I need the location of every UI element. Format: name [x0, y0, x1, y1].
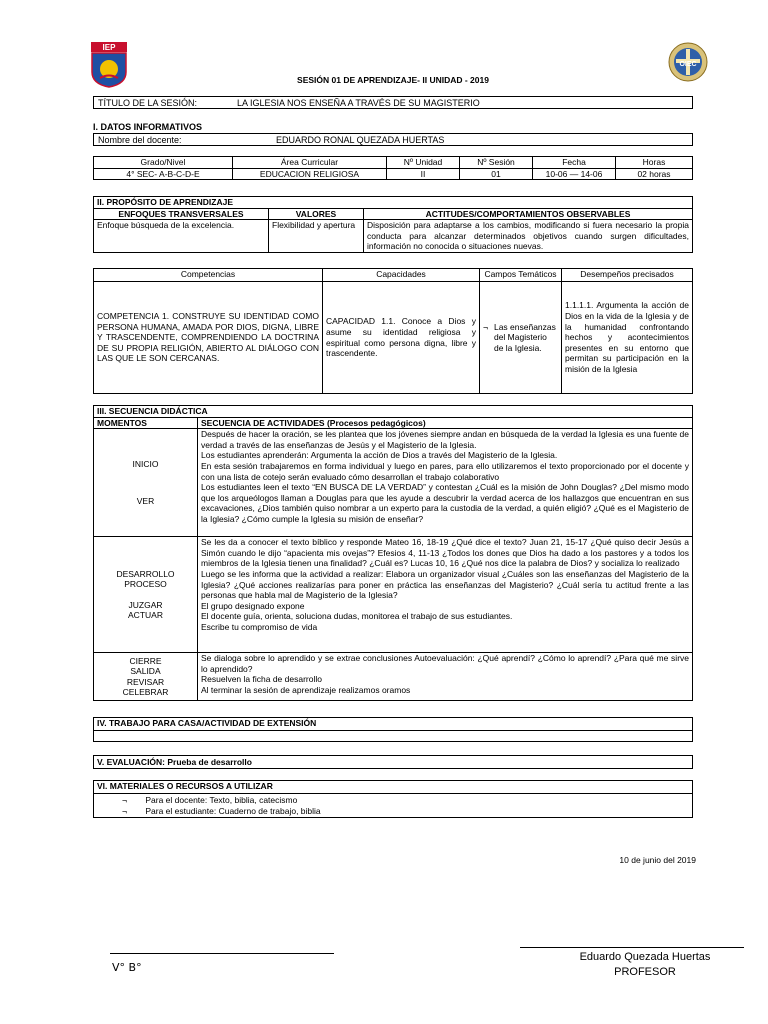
valores-cell: Flexibilidad y apertura: [269, 220, 364, 253]
val-area: EDUCACION RELIGIOSA: [233, 168, 387, 180]
desempeno-cell: 1.1.1.1. Argumenta la acción de Dios en la vida de la Iglesia y de la humanidad confrontando hechos y acontecimientos presentes en su entorno que permitan su participación en la misión de la Iglesia: [562, 282, 693, 394]
momento-label: PROCESO: [124, 579, 167, 590]
actividades-desarrollo: [198, 537, 693, 653]
material-text: Para el estudiante: Cuaderno de trabajo, biblia: [145, 806, 321, 816]
val-unidad: II: [387, 168, 460, 180]
actividades-inicio: [198, 429, 693, 537]
col-horas: Horas: [616, 157, 693, 169]
col-momentos: MOMENTOS: [94, 417, 198, 429]
momento-label: SALIDA: [130, 666, 161, 677]
vb-label: V° B°: [112, 961, 142, 974]
activity-line: Luego se les informa que la actividad a realizar: Elabora un organizador visual ¿Cuáles son las enseñanzas del Magisterio de la Iglesia? ¿Qué acciones realizarías para poner en práctica las enseñanzas del Magisterio? ¿Cuál sería tu actitud frente a las personas que habla mal de Magisterio de la Iglesia?: [201, 568, 689, 601]
signature-role: PROFESOR: [614, 966, 676, 978]
col-sesion: Nº Sesión: [460, 157, 533, 169]
col-competencias: Competencias: [94, 269, 323, 282]
oiec-logo-text: OIEC: [679, 61, 697, 68]
datos-table: [93, 156, 693, 180]
session-heading: SESIÓN 01 DE APRENDIZAJE- II UNIDAD - 2019: [297, 75, 489, 85]
activity-line: Los estudiantes leen el texto “EN BUSCA DE LA VERDAD” y contestan ¿Cuál es la misión de John Douglas? ¿Del mismo modo que los arqueólogos llaman a Douglas para que les ayude a descubrir la verdad acerca de los hallazgos que encuentran en sus excavaciones, ¿Dios también quiso nombrar a un experto para la custodia de la verdad, a quién eligió? ¿Qué es el Magisterio de la Iglesia? ¿Cómo cumple la Iglesia su misión de enseñar?: [201, 482, 689, 524]
momento-desarrollo: [94, 537, 198, 653]
col-campos: Campos Temáticos: [480, 269, 562, 282]
material-item: [122, 795, 297, 805]
materiales-box: [93, 780, 693, 818]
activity-line: El grupo designado expone: [201, 600, 305, 611]
col-actividades: SECUENCIA DE ACTIVIDADES (Procesos pedagógicos): [198, 417, 693, 429]
activity-line: Los estudiantes aprenderán: Argumenta la acción de Dios a través del Magisterio de la Iglesia.: [201, 450, 558, 461]
trabajo-box: [93, 717, 693, 742]
activity-line: Después de hacer la oración, se les plantea que los jóvenes siempre andan en búsqueda de la verdad la Iglesia es una fuente de verdad a través de las enseñanzas de Jesús y el Magisterio de la Iglesia.: [201, 429, 689, 450]
val-grado: 4° SEC- A-B-C-D-E: [94, 168, 233, 180]
activity-line: Al terminar la sesión de aprendizaje realizamos oramos: [201, 684, 411, 695]
col-desempenos: Desempeños precisados: [562, 269, 693, 282]
momento-inicio: [94, 429, 198, 537]
date-line: 10 de junio del 2019: [619, 855, 696, 865]
signature-line-left: [110, 953, 334, 954]
proposito-heading: II. PROPÓSITO DE APRENDIZAJE: [94, 197, 693, 209]
signature-line-right: [520, 947, 744, 948]
competencias-table: [93, 268, 693, 394]
material-item: [122, 806, 321, 816]
materiales-heading: VI. MATERIALES O RECURSOS A UTILIZAR: [94, 781, 692, 794]
evaluacion-heading: V. EVALUACIÓN: Prueba de desarrollo: [97, 757, 252, 767]
momento-label: DESARROLLO: [116, 568, 175, 579]
proposito-table: [93, 196, 693, 253]
signature-name: Eduardo Quezada Huertas: [579, 951, 711, 963]
val-sesion: 01: [460, 168, 533, 180]
col-fecha: Fecha: [533, 157, 616, 169]
col-enfoques: ENFOQUES TRANSVERSALES: [94, 208, 269, 220]
datos-heading: I. DATOS INFORMATIVOS: [93, 122, 203, 132]
session-title-box: [93, 96, 693, 109]
material-bullet: ¬: [122, 795, 127, 805]
momento-label: CELEBRAR: [122, 687, 169, 698]
momento-label: CIERRE: [129, 655, 162, 666]
col-valores: VALORES: [269, 208, 364, 220]
momento-label: ACTUAR: [128, 610, 163, 621]
capacidad-cell: CAPACIDAD 1.1. Conoce a Dios y asume su identidad religiosa y espiritual como persona digna, libre y trascendente.: [323, 282, 480, 394]
teacher-box: [93, 133, 693, 146]
campo-text: Las enseñanzas del Magisterio de la Iglesia.: [493, 321, 556, 353]
material-text: Para el docente: Texto, biblia, catecismo: [145, 795, 298, 805]
activity-line: En esta sesión trabajaremos en forma individual y luego en pares, para ello utilizaremos el texto proporcionado por el docente y con una lista de cotejo serán evaluado cómo desarrollan el trabajo colaborativo: [201, 460, 689, 482]
teacher-label: Nombre del docente:: [98, 135, 182, 145]
col-unidad: Nº Unidad: [387, 157, 460, 169]
momento-label: INICIO: [132, 459, 159, 470]
competencia-cell: COMPETENCIA 1. CONSTRUYE SU IDENTIDAD COMO PERSONA HUMANA, AMADA POR DIOS, DIGNA, LIBRE Y TRASCENDENTE, COMPRENDIENDO LA DOCTRINA DE SU PROPIA RELIGIÓN, ABIERTO AL DIÁLOGO CON LAS QUE LE SON CERCANAS.: [94, 282, 323, 394]
trabajo-heading: IV. TRABAJO PARA CASA/ACTIVIDAD DE EXTENSIÓN: [94, 718, 692, 731]
activity-line: El docente guía, orienta, soluciona dudas, monitorea el trabajo de sus estudiantes.: [201, 611, 513, 622]
enfoque-cell: Enfoque búsqueda de la excelencia.: [94, 220, 269, 253]
session-title-value: LA IGLESIA NOS ENSEÑA A TRAVÉS DE SU MAGISTERIO: [237, 98, 480, 108]
momento-label: JUZGAR: [128, 599, 163, 610]
session-title-label: TÍTULO DE LA SESIÓN:: [98, 98, 198, 108]
col-grado: Grado/Nivel: [94, 157, 233, 169]
activity-line: Se les da a conocer el texto bíblico y responde Mateo 16, 18-19 ¿Qué dice el texto? Juan 21, 15-17 ¿Qué quiso decir Jesús a Simón cuando le dijo “apacienta mis ovejas”? Efesios 4, 11-13 ¿Todos los dones que Dios ha dado a los pastores y a todos los miembros de la Iglesia tienen una finalidad? ¿Cuál es? Lucas 10, 16 ¿Qué nos dice la palabra de Dios? y socializa lo realizado: [201, 537, 689, 569]
evaluacion-box: [93, 755, 693, 769]
activity-line: Se dialoga sobre lo aprendido y se extrae conclusiones Autoevaluación: ¿Qué aprendí? ¿Cómo lo aprendí? ¿Para qué me sirve lo aprendido?: [201, 653, 689, 674]
school-logo-text: IEP: [102, 43, 116, 52]
val-horas: 02 horas: [616, 168, 693, 180]
momento-label: VER: [136, 495, 155, 506]
actitudes-cell: Disposición para adaptarse a los cambios, modificando si fuera necesario la propia conducta para alcanzar determinados objetivos cuando surgen dificultades, información no conocida o situaciones nuevas.: [364, 220, 693, 253]
col-area: Área Curricular: [233, 157, 387, 169]
col-actitudes: ACTITUDES/COMPORTAMIENTOS OBSERVABLES: [364, 208, 693, 220]
activity-line: Resuelven la ficha de desarrollo: [201, 674, 322, 685]
teacher-value: EDUARDO RONAL QUEZADA HUERTAS: [276, 135, 445, 145]
momento-cierre: [94, 653, 198, 701]
col-capacidades: Capacidades: [323, 269, 480, 282]
actividades-cierre: [198, 653, 693, 701]
secuencia-heading: III. SECUENCIA DIDÁCTICA: [94, 406, 693, 418]
momento-label: REVISAR: [126, 676, 165, 687]
campo-cell: [480, 282, 562, 394]
secuencia-table: [93, 405, 693, 701]
val-fecha: 10-06 — 14-06: [533, 168, 616, 180]
campo-bullet: ¬: [483, 321, 488, 332]
material-bullet: ¬: [122, 806, 127, 816]
activity-line: Escribe tu compromiso de vida: [201, 621, 318, 632]
